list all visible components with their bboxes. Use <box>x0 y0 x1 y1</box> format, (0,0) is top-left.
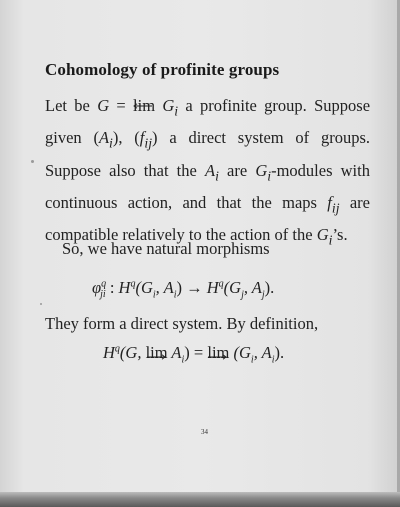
lim-operator <box>146 343 168 363</box>
lim-operator <box>133 92 155 119</box>
math-subscript: i <box>271 354 275 366</box>
math-subscript: j <box>261 289 265 301</box>
math-symbol: H <box>103 343 115 362</box>
lim-text: lim <box>207 343 230 362</box>
formula-morphism <box>92 278 274 300</box>
paper-speck <box>31 160 34 163</box>
math-symbol: A <box>98 128 110 148</box>
math-symbol: (G <box>135 278 153 297</box>
math-subscript: i <box>181 354 185 366</box>
math-symbol: G <box>97 96 110 115</box>
text-fragment: ) = <box>184 343 208 362</box>
math-subscript: i <box>109 135 113 151</box>
page-number: 34 <box>201 428 208 436</box>
text-fragment: ), ( <box>112 128 140 148</box>
text-fragment: ) <box>176 278 182 297</box>
math-symbol: (G <box>223 278 242 297</box>
paper-speck <box>40 303 42 305</box>
text-fragment: -modules with continuous action, and that the maps <box>45 160 370 212</box>
math-symbol: G <box>255 160 268 180</box>
math-subscript: i <box>152 289 156 301</box>
math-symbol: f <box>327 192 332 212</box>
paragraph-definition <box>45 92 370 253</box>
math-subscript: ji <box>100 289 106 301</box>
math-subscript: i <box>215 167 219 183</box>
lim-operator <box>207 343 229 363</box>
math-symbol: φ <box>92 278 102 297</box>
paragraph-direct-system: They form a direct system. By definition, <box>45 314 319 333</box>
text-fragment: ). <box>274 343 285 362</box>
math-subscript: ij <box>144 135 153 151</box>
paragraph-morphisms: So, we have natural morphisms <box>62 239 270 258</box>
text-fragment: a profinite group. Suppose given ( <box>45 96 371 148</box>
text-fragment: are <box>218 160 256 180</box>
text-fragment: are compatible relatively to the action of the <box>45 192 370 245</box>
text-fragment: ’s. <box>332 225 348 245</box>
math-symbol: f <box>139 128 145 148</box>
text-fragment: ) a direct system of groups. Suppose also that the <box>45 128 371 180</box>
math-subscript: i <box>267 167 272 183</box>
formula-definition <box>103 343 284 365</box>
math-symbol: , A <box>155 278 174 297</box>
math-subscript: i <box>328 232 333 248</box>
math-symbol: A <box>167 343 182 362</box>
text-fragment: ). <box>264 278 275 297</box>
math-superscript: q <box>130 278 136 290</box>
math-subscript: ij <box>331 200 340 216</box>
math-superscript: q <box>218 278 224 290</box>
math-symbol: H <box>206 278 219 297</box>
math-symbol: , A <box>253 343 272 362</box>
math-symbol: (G, <box>119 343 146 362</box>
math-symbol: G <box>162 96 175 115</box>
math-symbol: A <box>204 160 216 180</box>
section-title: Cohomology of profinite groups <box>45 60 280 79</box>
math-symbol: G <box>316 225 329 245</box>
math-symbol: , A <box>243 278 262 297</box>
math-symbol: H <box>118 278 131 297</box>
math-subscript: i <box>173 289 177 301</box>
right-arrow-icon: → <box>181 278 207 297</box>
text-fragment: : <box>105 278 119 297</box>
math-symbol: (G <box>229 343 251 362</box>
math-superscript: q <box>101 278 107 290</box>
lim-text: lim <box>133 96 156 115</box>
math-subscript: j <box>241 289 244 301</box>
math-superscript: q <box>114 343 120 355</box>
page-bottom-edge <box>0 492 400 507</box>
math-subscript: i <box>174 103 179 119</box>
math-subscript: i <box>250 354 254 366</box>
text-fragment: = <box>109 96 134 115</box>
lim-text: lim <box>145 343 168 362</box>
text-fragment: Let be <box>45 96 90 115</box>
